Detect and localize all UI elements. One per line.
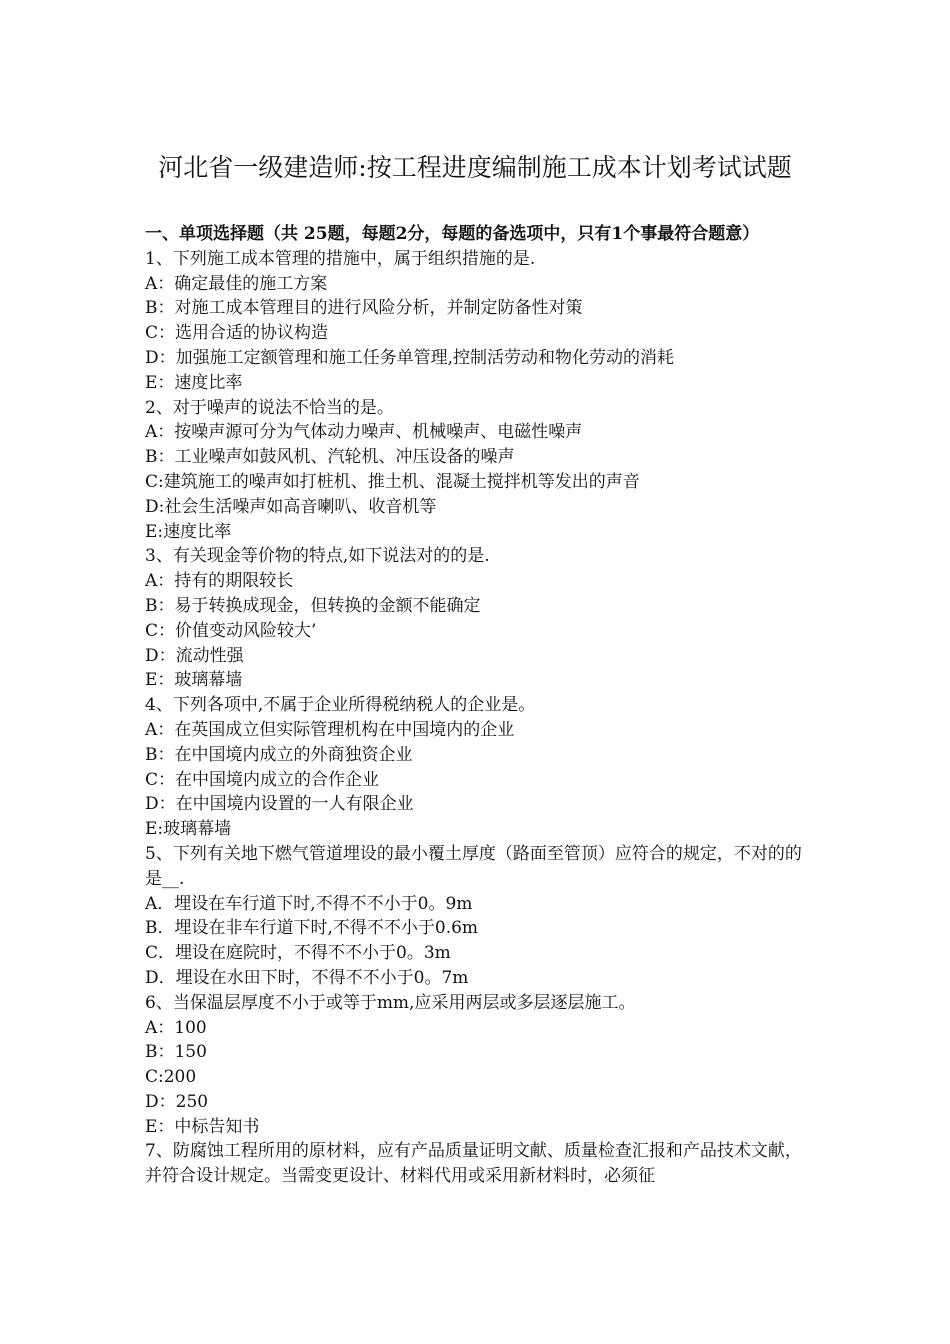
question-stem: 7、防腐蚀工程所用的原材料，应有产品质量证明文献、质量检查汇报和产品技术文献，并符合设计规定。当需变更设计、材料代用或采用新材料时，必须征 — [145, 1141, 802, 1187]
option-c: C．埋设在庭院时，不得不不小于0。3m — [145, 943, 451, 964]
option-d: D．埋设在水田下时，不得不不小于0。7m — [145, 967, 469, 988]
option-c: C：价值变动风险较大’ — [145, 620, 317, 641]
option-c: C：选用合适的协议构造 — [145, 323, 329, 344]
question-stem: 3、有关现金等价物的特点,如下说法对的的是. — [145, 546, 490, 567]
option-a: A．埋设在车行道下时,不得不不小于0。9m — [145, 893, 473, 914]
option-e: E：玻璃幕墙 — [145, 670, 243, 691]
option-e: E:玻璃幕墙 — [145, 819, 232, 840]
option-d: D：加强施工定额管理和施工任务单管理,控制活劳动和物化劳动的消耗 — [145, 347, 675, 368]
question-6 — [145, 991, 815, 1140]
document-title: 河北省一级建造师:按工程进度编制施工成本计划考试试题 — [158, 153, 792, 182]
question-stem: 6、当保温层厚度不小于或等于mm,应采用两层或多层逐层施工。 — [145, 992, 636, 1013]
option-a: A：持有的期限较长 — [145, 571, 294, 592]
question-2 — [145, 396, 815, 545]
option-c: C：在中国境内成立的合作企业 — [145, 769, 380, 790]
document-body — [145, 222, 815, 1189]
option-b: B．埋设在非车行道下时,不得不不小于0.6m — [145, 918, 479, 939]
option-d: D：流动性强 — [145, 645, 244, 666]
option-b: B：在中国境内成立的外商独资企业 — [145, 744, 413, 765]
question-1 — [145, 247, 815, 396]
option-e: E:速度比率 — [145, 521, 232, 542]
question-7 — [145, 1139, 815, 1189]
option-e: E：中标告知书 — [145, 1116, 260, 1137]
question-stem: 1、下列施工成本管理的措施中，属于组织措施的是. — [145, 248, 536, 269]
question-4 — [145, 693, 815, 842]
option-b: B：工业噪声如鼓风机、汽轮机、冲压设备的噪声 — [145, 447, 515, 468]
section-heading: 一、单项选择题（共 25题，每题2分，每题的备选项中，只有1个事最符合题意） — [145, 224, 760, 244]
question-5 — [145, 842, 815, 991]
option-a: A：100 — [145, 1017, 207, 1038]
question-stem: 5、下列有关地下燃气管道埋设的最小覆土厚度（路面至管顶）应符合的规定，不对的的是__. — [145, 843, 802, 889]
option-a: A：在英国成立但实际管理机构在中国境内的企业 — [145, 719, 515, 740]
option-a: A：确定最佳的施工方案 — [145, 273, 328, 294]
option-d: D:社会生活噪声如高音喇叭、收音机等 — [145, 496, 437, 517]
option-d: D：250 — [145, 1091, 209, 1112]
option-b: B：150 — [145, 1042, 207, 1063]
option-e: E：速度比率 — [145, 372, 243, 393]
option-b: B：对施工成本管理目的进行风险分析，并制定防备性对策 — [145, 298, 583, 319]
option-d: D：在中国境内设置的一人有限企业 — [145, 794, 414, 815]
option-b: B：易于转换成现金，但转换的金额不能确定 — [145, 595, 481, 616]
option-c: C:建筑施工的噪声如打桩机、推土机、混凝土搅拌机等发出的声音 — [145, 471, 640, 492]
option-a: A：按噪声源可分为气体动力噪声、机械噪声、电磁性噪声 — [145, 422, 583, 443]
question-stem: 2、对于噪声的说法不恰当的是。 — [145, 397, 394, 418]
question-stem: 4、下列各项中,不属于企业所得税纳税人的企业是。 — [145, 695, 536, 716]
question-3 — [145, 544, 815, 693]
option-c: C:200 — [145, 1067, 197, 1088]
